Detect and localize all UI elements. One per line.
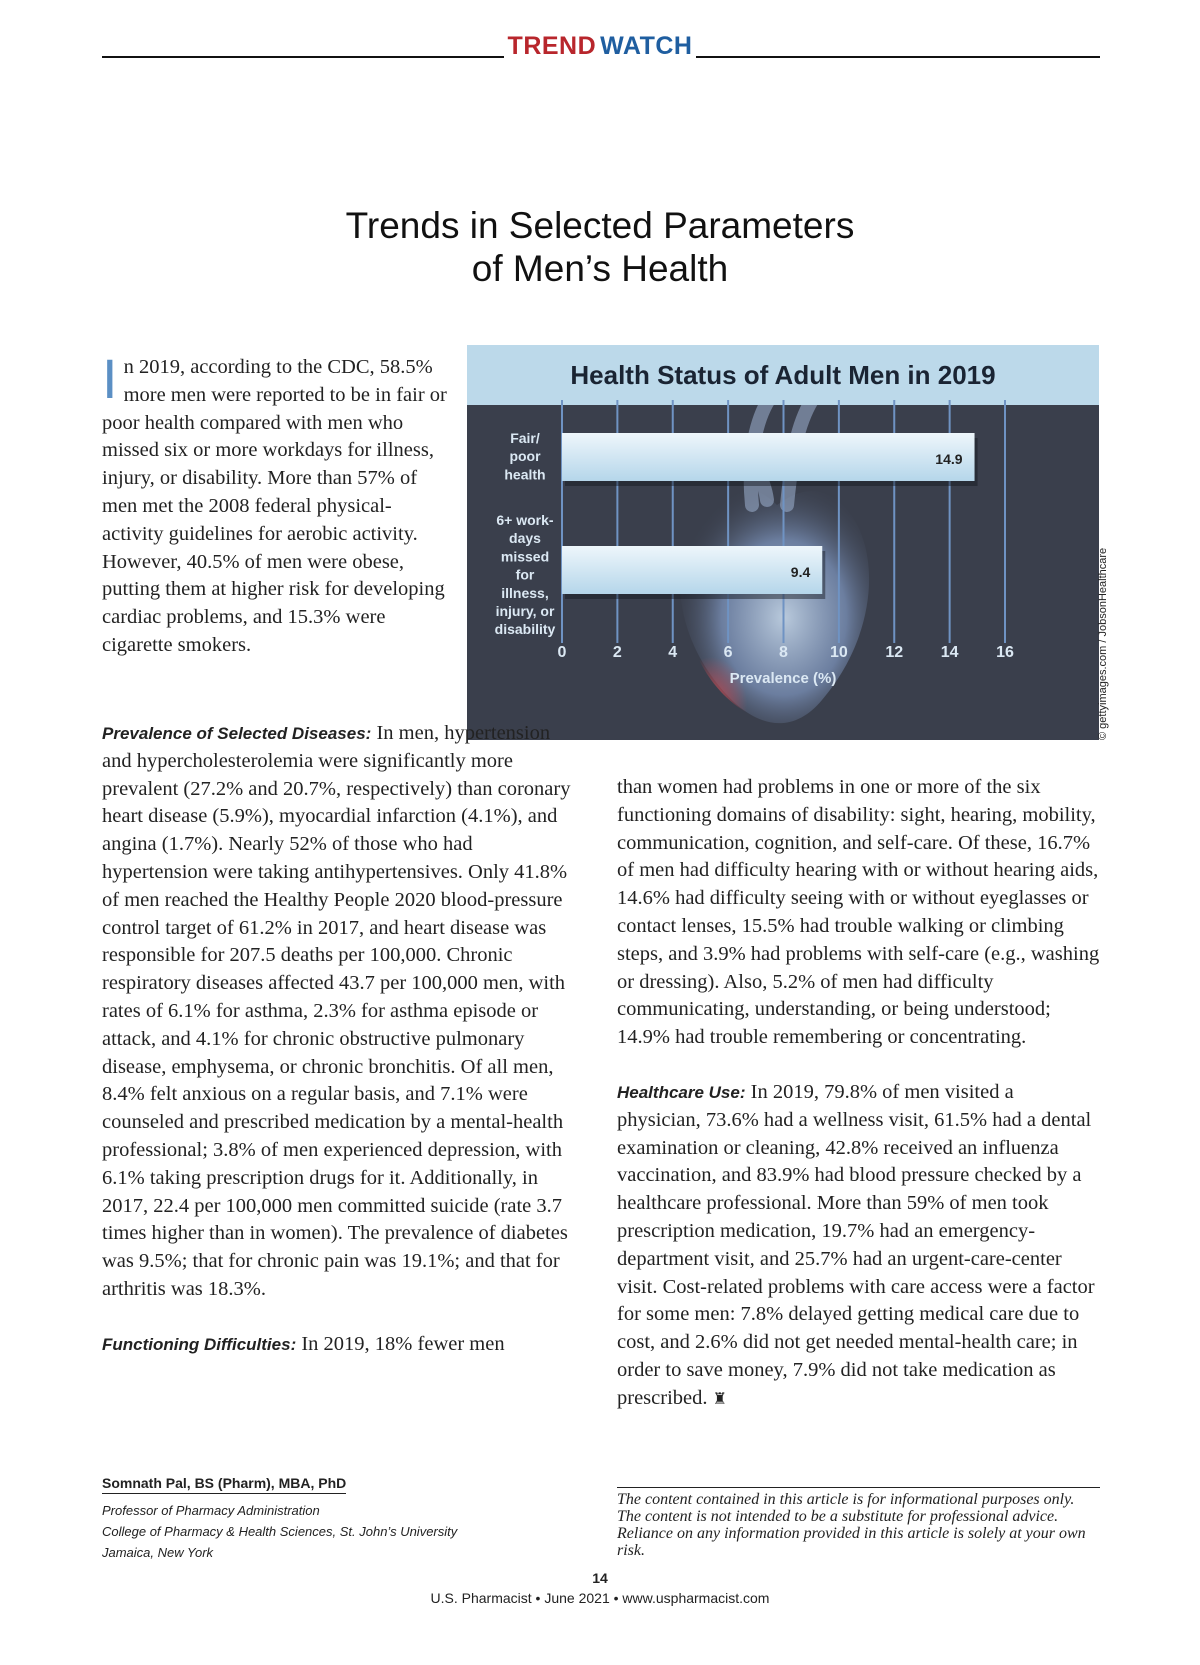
author-name: Somnath Pal, BS (Pharm), MBA, PhD: [102, 1475, 346, 1494]
bar-value-label-0: 14.9: [935, 451, 963, 467]
category-label-0-2: health: [504, 466, 546, 483]
healthcare-paragraph: [617, 1079, 1100, 1414]
intro-text: n 2019, according to the CDC, 58.5% more men were reported to be in fair or poor health compared with men who missed six or more workdays for illness, injury, or disability. More than 57% of men met the 2008 federal physical-activity guidelines for aerobic activity. However, 40.5% of men were obese, putting them at higher risk for developing cardiac problems, and 15.3% were cigarette smokers.: [102, 356, 447, 656]
page-title-line-2: of Men’s Health: [471, 248, 729, 289]
category-label-1-5: injury, or: [495, 603, 555, 619]
category-label-1-3: for: [515, 566, 535, 583]
category-label-0-1: poor: [509, 448, 541, 465]
category-label-0-0: Fair/: [510, 430, 540, 446]
intro-paragraph: [102, 347, 447, 660]
category-label-1-2: missed: [500, 548, 550, 565]
x-tick-label-3: 6: [723, 644, 733, 661]
x-tick-label-8: 16: [996, 644, 1014, 661]
section-banner: [0, 34, 1200, 59]
functioning-heading: Functioning Difficulties:: [102, 1334, 297, 1354]
category-label-1-0: 6+ work-: [496, 512, 554, 528]
x-tick-label-1: 2: [612, 644, 622, 661]
functioning-continued: than women had problems in one or more of the six functioning domains of disability: sight, hearing, mobility, communication, cognition, and self-care. Of these, 16.7% of men had difficulty hearing with or without hearing aids, 14.6% had difficulty seeing with or without eyeglasses or contact lenses, 15.5% had trouble walking or climbing steps, and 3.9% had problems with self-care (e.g., washing or dressing). Also, 5.2% of men had difficulty communicating, understanding, or being understood; 14.9% had trouble remembering or concentrating.: [617, 776, 1100, 1049]
drop-cap: I: [102, 347, 118, 410]
category-label-1-4: illness,: [501, 584, 549, 601]
chart-plot: [467, 345, 1099, 740]
prevalence-paragraph: [102, 720, 582, 1304]
x-tick-label-6: 12: [885, 644, 904, 661]
bar-1: [562, 546, 822, 594]
prevalence-text: In men, hypertension and hypercholesterolemia were significantly more prevalent (27.2% and 20.7%, respectively) than coronary heart disease (5.9%), myocardial infarction (4.1%), and angina (1.7%). Nearly 52% of those who had hypertension were taking antihypertensives. Only 41.8% of men reached the Healthy People 2020 blood-pressure control target of 61.2% in 2017, and heart disease was responsible for 207.5 deaths per 100,000. Chronic respiratory diseases affected 43.7 per 100,000 men, with rates of 6.1% for asthma, 2.3% for asthma episode or attack, and 4.1% for chronic obstructive pulmonary disease, emphysema, or chronic bronchitis. Of all men, 8.4% felt anxious on a regular basis, and 7.1% were counseled and prescribed medication by a mental-health professional; 3.8% of men experienced depression, with 6.1% taking prescription drugs for it. Additionally, in 2017, 22.4 per 100,000 men committed suicide (rate 3.7 times higher than in women). The prevalence of diabetes was 9.5%; that for chronic pain was 19.1%; and that for arthritis was 18.3%.: [102, 722, 571, 1300]
x-axis-label: Prevalence (%): [729, 670, 837, 687]
x-tick-label-4: 8: [779, 644, 788, 661]
author-block: [102, 1475, 502, 1563]
category-label-1-6: disability: [494, 621, 556, 638]
x-tick-label-7: 14: [940, 644, 959, 661]
author-affiliation: College of Pharmacy & Health Sciences, St. John’s University: [102, 1524, 458, 1539]
page-number: 14: [592, 1570, 608, 1586]
author-title: Professor of Pharmacy Administration: [102, 1503, 320, 1518]
functioning-text: In 2019, 18% fewer men: [296, 1332, 505, 1355]
right-column: [617, 774, 1100, 1414]
banner-watch: WATCH: [600, 32, 693, 60]
banner-trend: TREND: [507, 32, 597, 60]
chart-title: Health Status of Adult Men in 2019: [570, 360, 996, 390]
bar-value-label-1: 9.4: [790, 564, 811, 580]
page-title: [300, 204, 900, 290]
category-label-1-1: days: [509, 530, 541, 547]
bar-0: [562, 433, 975, 481]
page-title-line-1: Trends in Selected Parameters: [345, 205, 855, 246]
functioning-paragraph: [102, 1331, 582, 1359]
image-credit: © gettyimages.com / JobsonHealthcare: [1097, 547, 1109, 740]
footer-publication: U.S. Pharmacist • June 2021 • www.uspharmacist.com: [430, 1590, 770, 1606]
healthcare-heading: Healthcare Use:: [617, 1082, 746, 1102]
x-tick-label-5: 10: [829, 644, 848, 661]
left-column: [102, 720, 582, 1359]
author-location: Jamaica, New York: [102, 1545, 214, 1560]
footer: [0, 1570, 1200, 1606]
end-mark-icon: ♜: [712, 1390, 727, 1408]
x-tick-label-0: 0: [557, 644, 567, 661]
health-status-chart: [467, 345, 1099, 740]
x-tick-label-2: 4: [668, 644, 678, 661]
healthcare-text: In 2019, 79.8% of men visited a physician, 73.6% had a wellness visit, 61.5% had a dental examination or cleaning, 42.8% received an influenza vaccination, and 83.9% had blood pressure checked by a healthcare professional. More than 59% of men took prescription medication, 19.7% had an emergency-department visit, and 25.7% had an urgent-care-center visit. Cost-related problems with care access were a factor for some men: 7.8% delayed getting medical care due to cost, and 2.6% did not get needed mental-health care; in order to save money, 7.9% did not take medication as prescribed.: [617, 1080, 1095, 1409]
prevalence-heading: Prevalence of Selected Diseases:: [102, 724, 372, 743]
disclaimer: The content contained in this article is for informational purposes only. The content is not intended to be a substitute for professional advice. Reliance on any information provided in this article is solely at your own risk.: [617, 1487, 1100, 1559]
